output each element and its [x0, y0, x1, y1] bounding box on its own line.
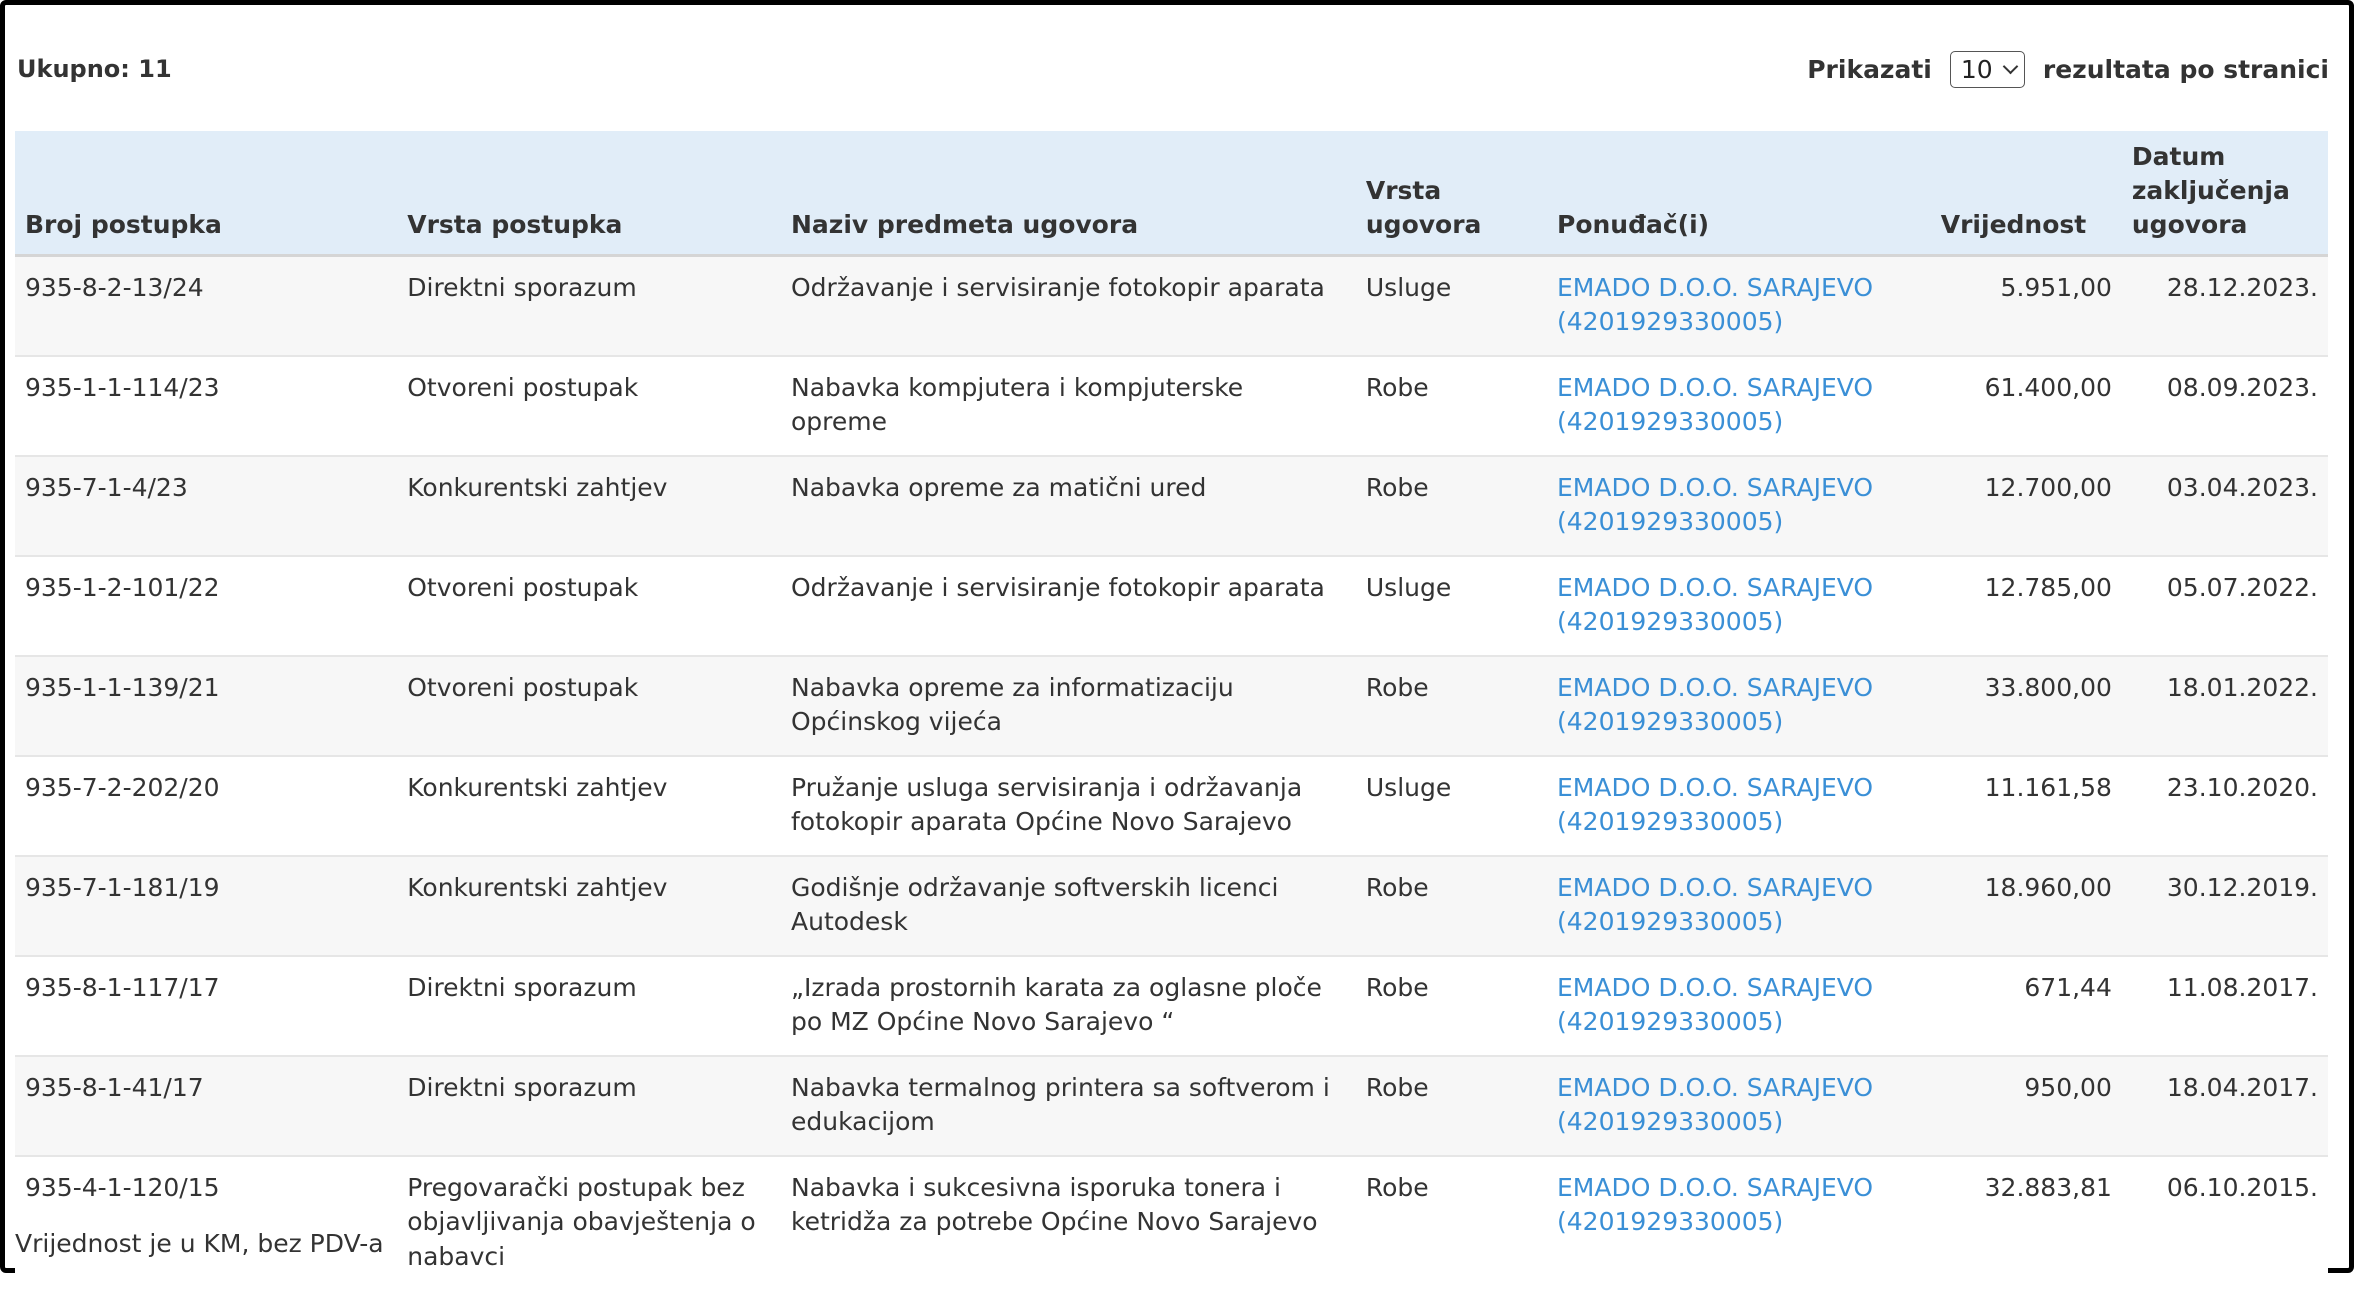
- cell-datum: 06.10.2015.: [2122, 1156, 2328, 1289]
- cell-datum: 08.09.2023.: [2122, 356, 2328, 456]
- bidder-id: (4201929330005): [1557, 607, 1783, 636]
- cell-vrsta-ugovora: Robe: [1356, 956, 1547, 1056]
- header-datum-line3: ugovora: [2132, 210, 2248, 239]
- header-row: [15, 131, 2328, 255]
- table-row: [15, 255, 2328, 356]
- table-row: [15, 1156, 2328, 1289]
- cell-vrijednost: 950,00: [1931, 1056, 2122, 1156]
- cell-vrsta-ugovora: Robe: [1356, 1156, 1547, 1289]
- bidder-name: EMADO D.O.O. SARAJEVO: [1557, 973, 1873, 1002]
- cell-broj-postupka: 935-7-2-202/20: [15, 756, 397, 856]
- bidder-link[interactable]: [1557, 1173, 1873, 1237]
- cell-vrijednost: 32.883,81: [1931, 1156, 2122, 1289]
- cell-datum: 28.12.2023.: [2122, 255, 2328, 356]
- cell-ponudjac: [1547, 756, 1931, 856]
- cell-broj-postupka: 935-4-1-120/15: [15, 1156, 397, 1289]
- cell-broj-postupka: 935-8-1-41/17: [15, 1056, 397, 1156]
- cell-ponudjac: [1547, 1056, 1931, 1156]
- cell-vrsta-ugovora: Robe: [1356, 1056, 1547, 1156]
- cell-naziv-predmeta: Nabavka i sukcesivna isporuka tonera i ketridža za potrebe Općine Novo Sarajevo: [781, 1156, 1356, 1289]
- cell-ponudjac: [1547, 1156, 1931, 1289]
- cell-broj-postupka: 935-1-2-101/22: [15, 556, 397, 656]
- cell-datum: 03.04.2023.: [2122, 456, 2328, 556]
- bidder-link[interactable]: [1557, 1073, 1873, 1137]
- cell-broj-postupka: 935-8-1-117/17: [15, 956, 397, 1056]
- page-size-suffix: rezultata po stranici: [2043, 55, 2329, 84]
- bidder-id: (4201929330005): [1557, 1107, 1783, 1136]
- cell-vrsta-postupka: Konkurentski zahtjev: [397, 856, 781, 956]
- cell-ponudjac: [1547, 556, 1931, 656]
- cell-vrsta-ugovora: Robe: [1356, 656, 1547, 756]
- header-ponudjac[interactable]: Ponuđač(i): [1547, 131, 1931, 255]
- cell-vrijednost: 12.785,00: [1931, 556, 2122, 656]
- page-size-value: 10: [1961, 55, 1993, 84]
- bidder-name: EMADO D.O.O. SARAJEVO: [1557, 573, 1873, 602]
- cell-vrsta-ugovora: Robe: [1356, 356, 1547, 456]
- cell-broj-postupka: 935-1-1-139/21: [15, 656, 397, 756]
- bidder-id: (4201929330005): [1557, 907, 1783, 936]
- cell-datum: 18.01.2022.: [2122, 656, 2328, 756]
- page-size-select[interactable]: [1950, 51, 2025, 88]
- header-vrsta-ugovora-line1: Vrsta: [1366, 176, 1441, 205]
- header-vrijednost[interactable]: Vrijednost: [1931, 131, 2122, 255]
- header-vrsta-ugovora[interactable]: [1356, 131, 1547, 255]
- cell-ponudjac: [1547, 356, 1931, 456]
- cell-naziv-predmeta: Godišnje održavanje softverskih licenci Autodesk: [781, 856, 1356, 956]
- cell-naziv-predmeta: Održavanje i servisiranje fotokopir aparata: [781, 255, 1356, 356]
- cell-datum: 23.10.2020.: [2122, 756, 2328, 856]
- header-vrsta-postupka[interactable]: Vrsta postupka: [397, 131, 781, 255]
- value-footnote: Vrijednost je u KM, bez PDV-a: [15, 1229, 384, 1258]
- header-datum-line1: Datum: [2132, 142, 2225, 171]
- bidder-link[interactable]: [1557, 673, 1873, 737]
- cell-vrsta-postupka: Direktni sporazum: [397, 1056, 781, 1156]
- table-row: [15, 556, 2328, 656]
- cell-vrsta-postupka: Konkurentski zahtjev: [397, 456, 781, 556]
- cell-vrijednost: 11.161,58: [1931, 756, 2122, 856]
- cell-broj-postupka: 935-8-2-13/24: [15, 255, 397, 356]
- page-size-label: Prikazati: [1807, 55, 1932, 84]
- bidder-id: (4201929330005): [1557, 1207, 1783, 1236]
- cell-vrijednost: 5.951,00: [1931, 255, 2122, 356]
- cell-vrsta-ugovora: Usluge: [1356, 756, 1547, 856]
- bidder-link[interactable]: [1557, 873, 1873, 937]
- cell-vrsta-ugovora: Usluge: [1356, 556, 1547, 656]
- bidder-name: EMADO D.O.O. SARAJEVO: [1557, 1173, 1873, 1202]
- bidder-name: EMADO D.O.O. SARAJEVO: [1557, 273, 1873, 302]
- cell-vrijednost: 671,44: [1931, 956, 2122, 1056]
- results-toolbar: [11, 49, 2337, 89]
- bidder-link[interactable]: [1557, 373, 1873, 437]
- cell-ponudjac: [1547, 456, 1931, 556]
- header-datum-line2: zaključenja: [2132, 176, 2290, 205]
- cell-naziv-predmeta: Pružanje usluga servisiranja i održavanja fotokopir aparata Općine Novo Sarajevo: [781, 756, 1356, 856]
- cell-naziv-predmeta: Nabavka termalnog printera sa softverom i edukacijom: [781, 1056, 1356, 1156]
- bidder-link[interactable]: [1557, 273, 1873, 337]
- cell-vrsta-ugovora: Usluge: [1356, 255, 1547, 356]
- cell-datum: 30.12.2019.: [2122, 856, 2328, 956]
- table-row: [15, 756, 2328, 856]
- cell-naziv-predmeta: Nabavka opreme za informatizaciju Općinskog vijeća: [781, 656, 1356, 756]
- cell-ponudjac: [1547, 255, 1931, 356]
- cell-vrsta-postupka: Direktni sporazum: [397, 255, 781, 356]
- cell-datum: 05.07.2022.: [2122, 556, 2328, 656]
- cell-vrijednost: 12.700,00: [1931, 456, 2122, 556]
- cell-broj-postupka: 935-1-1-114/23: [15, 356, 397, 456]
- cell-vrijednost: 33.800,00: [1931, 656, 2122, 756]
- table-row: [15, 456, 2328, 556]
- cell-vrsta-postupka: Otvoreni postupak: [397, 556, 781, 656]
- cell-vrsta-postupka: Direktni sporazum: [397, 956, 781, 1056]
- bidder-id: (4201929330005): [1557, 1007, 1783, 1036]
- cell-vrijednost: 18.960,00: [1931, 856, 2122, 956]
- header-broj-postupka[interactable]: Broj postupka: [15, 131, 397, 255]
- cell-naziv-predmeta: Nabavka opreme za matični ured: [781, 456, 1356, 556]
- bidder-id: (4201929330005): [1557, 707, 1783, 736]
- bidder-name: EMADO D.O.O. SARAJEVO: [1557, 773, 1873, 802]
- bidder-link[interactable]: [1557, 573, 1873, 637]
- cell-vrsta-postupka: Konkurentski zahtjev: [397, 756, 781, 856]
- bidder-name: EMADO D.O.O. SARAJEVO: [1557, 1073, 1873, 1102]
- header-datum[interactable]: [2122, 131, 2328, 255]
- bidder-link[interactable]: [1557, 473, 1873, 537]
- bidder-id: (4201929330005): [1557, 807, 1783, 836]
- contracts-table: [15, 131, 2328, 1289]
- header-vrsta-ugovora-line2: ugovora: [1366, 210, 1482, 239]
- cell-broj-postupka: 935-7-1-4/23: [15, 456, 397, 556]
- table-body: [15, 255, 2328, 1289]
- cell-vrsta-ugovora: Robe: [1356, 456, 1547, 556]
- cell-ponudjac: [1547, 856, 1931, 956]
- cell-vrijednost: 61.400,00: [1931, 356, 2122, 456]
- cell-naziv-predmeta: „Izrada prostornih karata za oglasne ploče po MZ Općine Novo Sarajevo “: [781, 956, 1356, 1056]
- bidder-id: (4201929330005): [1557, 307, 1783, 336]
- cell-vrsta-postupka: Otvoreni postupak: [397, 356, 781, 456]
- table-header: [15, 131, 2328, 255]
- table-row: [15, 856, 2328, 956]
- bidder-id: (4201929330005): [1557, 407, 1783, 436]
- page-size-control: [1807, 49, 2329, 89]
- table-row: [15, 356, 2328, 456]
- bidder-name: EMADO D.O.O. SARAJEVO: [1557, 473, 1873, 502]
- cell-vrsta-postupka: Pregovarački postupak bez objavljivanja obavještenja o nabavci: [397, 1156, 781, 1289]
- header-naziv-predmeta[interactable]: Naziv predmeta ugovora: [781, 131, 1356, 255]
- table-row: [15, 656, 2328, 756]
- cell-vrsta-ugovora: Robe: [1356, 856, 1547, 956]
- table-row: [15, 956, 2328, 1056]
- bidder-link[interactable]: [1557, 973, 1873, 1037]
- cell-ponudjac: [1547, 656, 1931, 756]
- bidder-name: EMADO D.O.O. SARAJEVO: [1557, 373, 1873, 402]
- cell-naziv-predmeta: Nabavka kompjutera i kompjuterske opreme: [781, 356, 1356, 456]
- total-count: Ukupno: 11: [17, 49, 172, 89]
- cell-datum: 11.08.2017.: [2122, 956, 2328, 1056]
- bidder-link[interactable]: [1557, 773, 1873, 837]
- bidder-id: (4201929330005): [1557, 507, 1783, 536]
- chevron-down-icon: [2003, 58, 2019, 74]
- bidder-name: EMADO D.O.O. SARAJEVO: [1557, 873, 1873, 902]
- cell-vrsta-postupka: Otvoreni postupak: [397, 656, 781, 756]
- cell-naziv-predmeta: Održavanje i servisiranje fotokopir aparata: [781, 556, 1356, 656]
- cell-datum: 18.04.2017.: [2122, 1056, 2328, 1156]
- bidder-name: EMADO D.O.O. SARAJEVO: [1557, 673, 1873, 702]
- table-row: [15, 1056, 2328, 1156]
- cell-broj-postupka: 935-7-1-181/19: [15, 856, 397, 956]
- cell-ponudjac: [1547, 956, 1931, 1056]
